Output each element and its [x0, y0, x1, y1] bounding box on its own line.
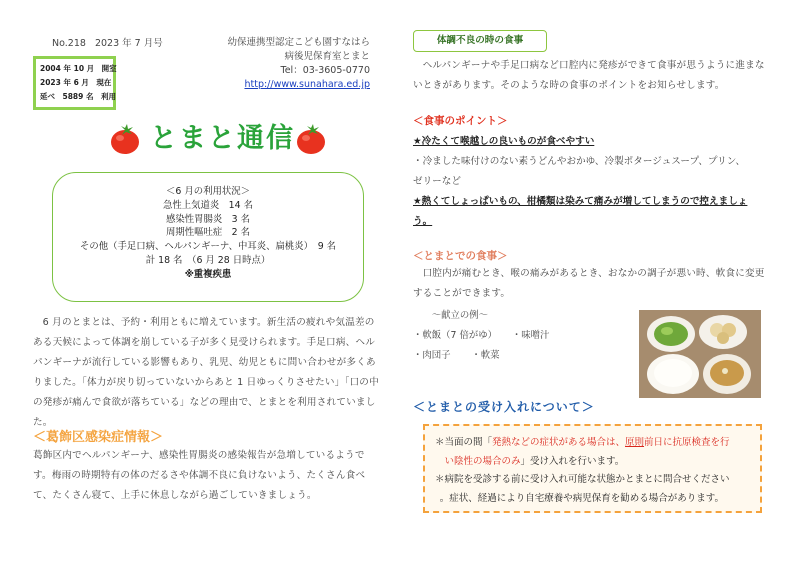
menu-heading: ～献立の例～ — [431, 310, 489, 321]
acceptance-line: い陰性の場合のみ」受け入れを行います。 — [444, 455, 625, 467]
acceptance-heading: ＜とまとの受け入れについて＞ — [413, 400, 595, 414]
acceptance-line: ＊病院を受診する前に受け入れ可能な状態かとまとに問合せください — [435, 474, 730, 485]
menu-item: ・軟菜 — [471, 350, 500, 361]
issue-number: No.218 — [52, 38, 86, 49]
meal-section-header: 体調不良の時の食事 — [413, 30, 547, 52]
acceptance-line: 。症状、経過により自宅療養や病児保育を勧める場合があります。 — [439, 492, 724, 504]
menu-item: ・肉団子 — [413, 350, 451, 361]
menu-item: ・軟飯（7 倍がゆ） — [413, 330, 497, 341]
total-users-line: 延べ 5889 名 利用 — [40, 92, 116, 101]
issuer-block — [222, 36, 370, 92]
stats-row: 感染性胃腸炎 3 名 — [166, 213, 250, 225]
acceptance-notice-box — [423, 424, 762, 513]
issue-line — [52, 37, 163, 50]
meal-point-detail: ・冷ました味付けのない素うどんやおかゆ、冷製ポタージュスープ、プリン、 — [413, 156, 746, 167]
masthead-title: とまと通信 — [150, 123, 295, 154]
meal-point-detail: ゼリーなど — [413, 176, 461, 187]
meal-point: ★冷たくて喉越しの良いものが食べやすい — [413, 136, 595, 147]
stats-heading: ＜6 月の利用状況＞ — [166, 186, 250, 197]
katsushika-heading: ＜葛飾区感染症情報＞ — [33, 430, 164, 445]
tomato-meal-text: 口腔内が痛むとき、喉の痛みがあるとき、おなかの調子が悪い時、軟食に変更することができます。 — [413, 268, 765, 299]
stats-row: その他（手足口病、ヘルパンギーナ、中耳炎、扁桃炎） 9 名 — [79, 241, 337, 253]
meal-intro-text: ヘルパンギーナや手足口病など口腔内に発疹ができて食事が思うように進まないときがあります。そのような時の食事のポイントをお知らせします。 — [413, 60, 765, 91]
meal-point-continued: う。 — [413, 216, 433, 227]
monthly-report-text: 6 月のとまとは、予約・利用ともに増えています。新生活の疲れや気温差のある天候によって体調を崩している子が多く見受けられます。手足口病、ヘルパンギーナが流行している影響もあり、乳児、幼児ともに問い合わせが多くありました。「体力が戻り切っていないからあと 1 日ゆっくりさせたい」「口の中の発疹が痛んで食欲が落ちている」などの理由で、とまとを利用されていました。 — [33, 317, 379, 428]
menu-row — [413, 326, 633, 346]
usage-stats-box — [52, 172, 364, 302]
issuer-name: 幼保連携型認定こども園すなはら — [227, 37, 370, 48]
stats-row: 急性上気道炎 14 名 — [163, 199, 253, 211]
meal-point: ★熱くてしょっぱいもの、柑橘類は染みて痛みが増してしまうので控えましょ — [413, 196, 748, 207]
masthead — [108, 118, 328, 160]
meal-points-heading: ＜食事のポイント＞ — [413, 115, 508, 127]
acceptance-line: ＊当面の間「発熱などの症状がある場合は、原則前日に抗原検査を行 — [435, 437, 730, 448]
issuer-phone: Tel：03-3605-0770 — [280, 65, 370, 76]
meal-points-list — [413, 132, 773, 232]
issue-date: 2023 年 7 月号 — [94, 38, 163, 49]
stats-note: ※重複疾患 — [184, 268, 232, 280]
founded-line: 2004 年 10 月 開室 — [40, 64, 117, 73]
stats-row: 周期性嘔吐症 2 名 — [166, 227, 250, 239]
website-link[interactable]: http://www.sunahara.ed.jp — [244, 79, 370, 90]
tomato-icon — [294, 122, 328, 156]
menu-row — [413, 346, 633, 366]
menu-item: ・味噌汁 — [511, 330, 550, 341]
tomato-icon — [108, 122, 142, 156]
katsushika-text: 葛飾区内でヘルパンギーナ、感染性胃腸炎の感染報告が急増しているようです。梅雨の時期特有の体のだるさや体調不良に負けないよう、たくさん食べて、たくさん寝て、上手に休息しながら過ごしていきましょう。 — [33, 450, 366, 501]
current-line: 2023 年 6 月 現在 — [40, 78, 112, 87]
issuer-room: 病後児保育室とまと — [284, 51, 370, 62]
tomato-meal-heading: ＜とまとでの食事＞ — [413, 250, 508, 262]
menu-example-list — [413, 306, 633, 366]
meal-photo — [639, 310, 761, 398]
founded-box — [33, 56, 116, 110]
stats-total: 計 18 名 （6 月 28 日時点） — [145, 254, 271, 266]
